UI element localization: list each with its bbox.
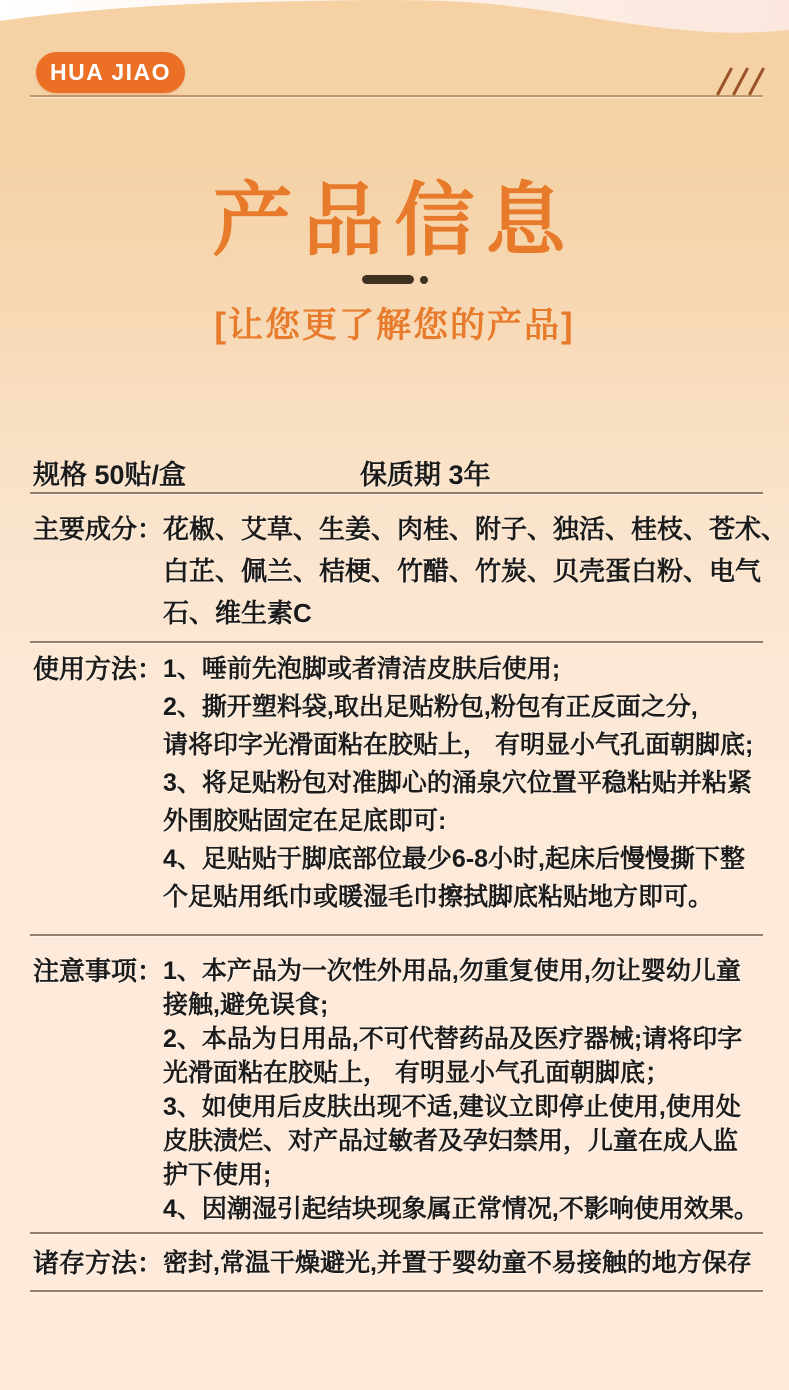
decorative-slashes-icon bbox=[717, 66, 763, 98]
section-divider bbox=[30, 492, 763, 494]
brand-row bbox=[36, 52, 763, 94]
text-line: 白芷、佩兰、桔梗、竹醋、竹炭、贝壳蛋白粉、电气 bbox=[163, 556, 762, 586]
section-divider bbox=[30, 1290, 763, 1292]
text-line: 3、将足贴粉包对准脚心的涌泉穴位置平稳粘贴并粘紧 bbox=[163, 769, 752, 797]
section-divider bbox=[30, 1232, 763, 1234]
spec-value: 50贴/盒 bbox=[94, 460, 187, 490]
title-dot bbox=[420, 276, 428, 284]
section-label: 注意事项： bbox=[33, 956, 164, 986]
shelf-life-value: 3年 bbox=[448, 460, 491, 490]
text-line: 外围胶贴固定在足底即可: bbox=[163, 807, 447, 835]
title-dash bbox=[362, 275, 414, 284]
section-body bbox=[163, 508, 787, 634]
text-line: 请将印字光滑面粘在胶贴上， 有明显小气孔面朝脚底; bbox=[163, 731, 754, 759]
spec-row bbox=[33, 453, 759, 492]
title-underline bbox=[0, 271, 789, 283]
section-label: 使用方法： bbox=[33, 654, 164, 684]
shelf-life-label: 保质期 bbox=[360, 460, 441, 490]
spec-label: 规格 bbox=[33, 460, 87, 490]
text-line: 接触,避免误食; bbox=[163, 991, 329, 1019]
text-line: 皮肤渍烂、对产品过敏者及孕妇禁用，儿童在成人监 bbox=[163, 1127, 739, 1155]
text-line: 护下使用; bbox=[163, 1161, 272, 1189]
section-body bbox=[163, 1246, 765, 1280]
text-line: 1、本产品为一次性外用品,勿重复使用,勿让婴幼儿童 bbox=[163, 957, 741, 985]
text-line: 4、因潮湿引起结块现象属正常情况,不影响使用效果。 bbox=[163, 1195, 759, 1223]
top-wave-decoration bbox=[0, 0, 789, 60]
text-line: 密封,常温干燥避光,并置于婴幼童不易接触的地方保存 bbox=[163, 1249, 752, 1277]
section-body bbox=[163, 650, 765, 916]
text-line: 1、唾前先泡脚或者清洁皮肤后使用; bbox=[163, 655, 561, 683]
slash-mark bbox=[732, 67, 749, 96]
text-line: 3、如使用后皮肤出现不适,建议立即停止使用,使用处 bbox=[163, 1093, 741, 1121]
text-line: 个足贴用纸巾或暖湿毛巾擦拭脚底粘贴地方即可。 bbox=[163, 883, 714, 911]
text-line: 石、维生素C bbox=[163, 598, 312, 628]
slash-mark bbox=[748, 67, 765, 96]
page-subtitle: [让您更了解您的产品] bbox=[214, 306, 575, 345]
text-line: 花椒、艾草、生姜、肉桂、附子、独活、桂枝、苍术、 bbox=[163, 514, 788, 544]
section-storage bbox=[33, 1246, 765, 1280]
text-line: 2、本品为日用品,不可代替药品及医疗器械;请将印字 bbox=[163, 1025, 743, 1053]
header-divider bbox=[30, 95, 763, 97]
slash-mark bbox=[716, 67, 733, 96]
brand-logo-text: HUA JIAO bbox=[50, 59, 172, 85]
text-line: 光滑面粘在胶贴上， 有明显小气孔面朝脚底； bbox=[163, 1059, 670, 1087]
spec-item-shelf-life bbox=[360, 453, 491, 492]
text-line: 4、足贴贴于脚底部位最少6-8小时,起床后慢慢撕下整 bbox=[163, 845, 745, 873]
brand-logo bbox=[36, 52, 185, 93]
section-ingredients bbox=[33, 508, 788, 634]
section-label: 主要成分： bbox=[33, 514, 164, 544]
section-label: 诸存方法： bbox=[33, 1248, 164, 1278]
page-title: 产品信息 bbox=[212, 176, 577, 265]
section-divider bbox=[30, 641, 763, 643]
section-cautions bbox=[33, 954, 765, 1226]
spec-item-size bbox=[33, 453, 360, 492]
section-divider bbox=[30, 934, 763, 936]
text-line: 2、撕开塑料袋,取出足贴粉包,粉包有正反面之分, bbox=[163, 693, 698, 721]
section-body bbox=[163, 954, 765, 1226]
section-usage bbox=[33, 650, 765, 916]
